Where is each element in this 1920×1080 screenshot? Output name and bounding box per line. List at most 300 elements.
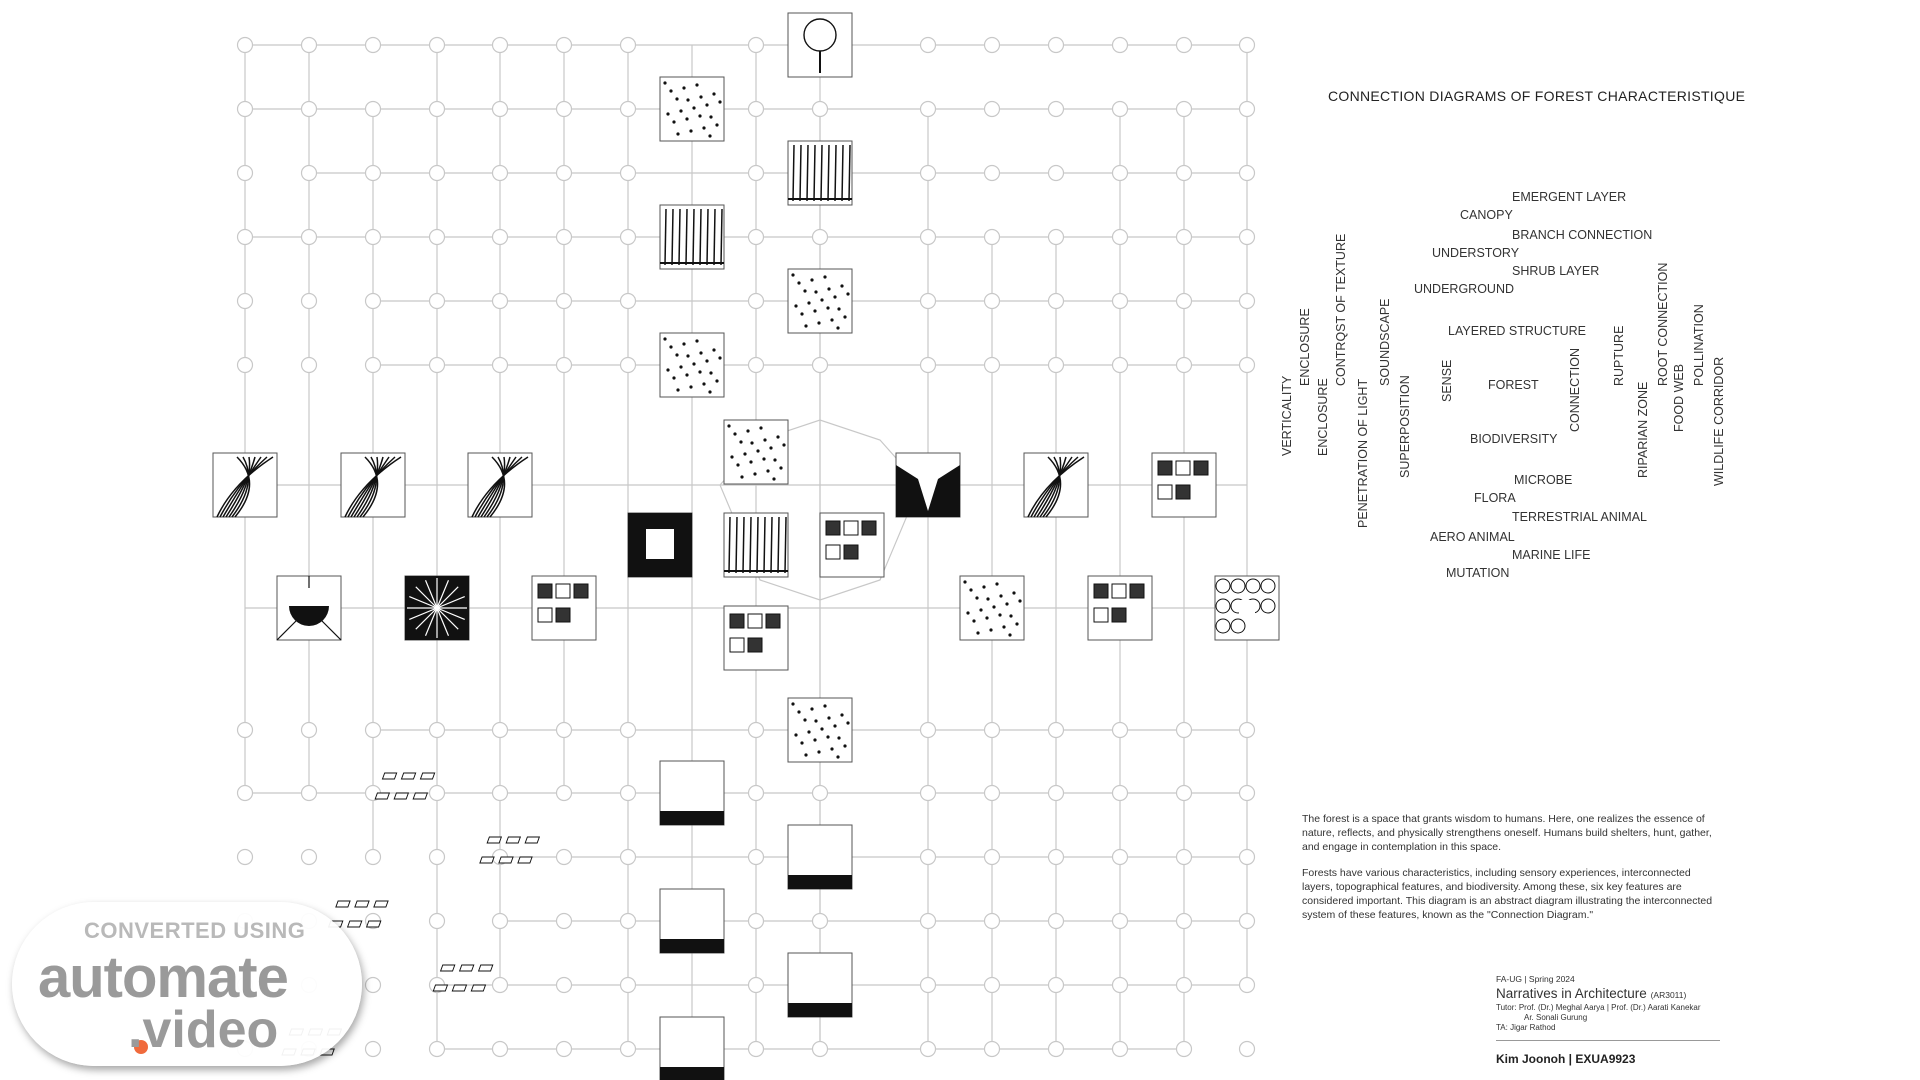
grid-node: [921, 914, 936, 929]
tile-dot: [727, 424, 730, 427]
tile-dot: [682, 342, 685, 345]
tile-stroke: [800, 145, 801, 201]
grid-node: [366, 102, 381, 117]
grid-node: [621, 1042, 636, 1057]
tile-plane: [336, 901, 350, 907]
tile-dot: [712, 348, 715, 351]
tile-dot: [766, 469, 769, 472]
tile-dot: [763, 438, 766, 441]
illustration-tile-cubes: [1088, 576, 1152, 640]
grid-node: [430, 850, 445, 865]
grid-node: [749, 102, 764, 117]
grid-node: [557, 166, 572, 181]
keyword-sense: SENSE: [1440, 359, 1454, 402]
tile-dot: [769, 446, 772, 449]
grid-node: [1177, 1042, 1192, 1057]
tile-dot: [823, 704, 826, 707]
grid-node: [1240, 230, 1255, 245]
grid-node: [921, 358, 936, 373]
grid-node: [621, 978, 636, 993]
grid-node: [621, 38, 636, 53]
tile-cube: [538, 608, 552, 622]
grid-node: [1049, 38, 1064, 53]
keyword-terrestrial-animal: TERRESTRIAL ANIMAL: [1512, 510, 1647, 524]
grid-node: [1049, 786, 1064, 801]
tile-dot: [827, 287, 830, 290]
grid-node: [621, 723, 636, 738]
grid-node: [921, 978, 936, 993]
tile-cube: [556, 608, 570, 622]
grid-node: [749, 38, 764, 53]
grid-node: [921, 723, 936, 738]
tile-dot: [807, 730, 810, 733]
illustration-tile-trunks: [788, 141, 852, 205]
grid-node: [621, 850, 636, 865]
tile-dot: [686, 98, 689, 101]
tile-dot: [813, 738, 816, 741]
grid-node: [621, 786, 636, 801]
grid-node: [749, 850, 764, 865]
grid-node: [366, 723, 381, 738]
grid-node: [985, 1042, 1000, 1057]
grid-node: [813, 230, 828, 245]
tile-dot: [712, 92, 715, 95]
tile-dot: [803, 289, 806, 292]
illustration-tile-layers: [724, 420, 788, 484]
tile-dot: [682, 86, 685, 89]
tile-dot: [708, 134, 711, 137]
grid-node: [430, 38, 445, 53]
tile-dot: [814, 719, 817, 722]
tile-plane: [394, 793, 408, 799]
tile-dot: [800, 741, 803, 744]
grid-node: [493, 914, 508, 929]
keyword-mutation: MUTATION: [1446, 566, 1510, 580]
tile-dot: [992, 605, 995, 608]
keyword-enclosure-2: ENCLOSURE: [1316, 378, 1330, 456]
grid-node: [1113, 786, 1128, 801]
tile-plane: [487, 837, 501, 843]
tile-cube: [1158, 461, 1172, 475]
course-name: Narratives in Architecture: [1496, 986, 1647, 1001]
illustration-tile-cliff: [896, 453, 960, 517]
illustration-tile-cubes: [1152, 453, 1216, 517]
tile-dot: [676, 132, 679, 135]
grid-node: [749, 358, 764, 373]
grid-node: [430, 230, 445, 245]
illustration-tile-rock: [1215, 576, 1279, 640]
tile-dot: [782, 443, 785, 446]
tile-plane: [401, 773, 415, 779]
tile-dot: [718, 356, 721, 359]
keyword-canopy: CANOPY: [1460, 208, 1513, 222]
grid-node: [238, 723, 253, 738]
grid-node: [921, 38, 936, 53]
tile-cube: [826, 521, 840, 535]
tile-plane: [413, 793, 427, 799]
grid-node: [557, 723, 572, 738]
tile-stroke: [764, 517, 765, 573]
grid-node: [238, 102, 253, 117]
tile-cube: [1194, 461, 1208, 475]
tile-dot: [995, 582, 998, 585]
grid-node: [430, 102, 445, 117]
grid-node: [1049, 294, 1064, 309]
grid-node: [985, 230, 1000, 245]
grid-node: [302, 786, 317, 801]
grid-node: [1113, 38, 1128, 53]
tile-stroke: [743, 517, 744, 573]
tile-dot: [982, 585, 985, 588]
tile-dot: [843, 744, 846, 747]
tile-dot: [762, 457, 765, 460]
tile-dot: [675, 97, 678, 100]
grid-node: [985, 294, 1000, 309]
tile-dot: [756, 449, 759, 452]
grid-node: [985, 102, 1000, 117]
grid-node: [493, 38, 508, 53]
tile-dot: [810, 278, 813, 281]
description-paragraph-1: The forest is a space that grants wisdom to humans. Here, one realizes the essence of nature, reflects, and physically strengthens oneself. Humans build shelters, hunt, gather, and engage in contemplation in this space.: [1302, 813, 1712, 853]
keyword-marine-life: MARINE LIFE: [1512, 548, 1591, 562]
illustration-tile-burst: [405, 576, 469, 640]
grid-node: [1113, 166, 1128, 181]
tile-plane: [433, 985, 447, 991]
watermark-line-3: .video: [128, 1001, 279, 1059]
keyword-understory: UNDERSTORY: [1432, 246, 1520, 260]
tile-dot: [715, 123, 718, 126]
grid-node: [430, 358, 445, 373]
tile-dot: [794, 733, 797, 736]
tile-cube: [730, 614, 744, 628]
illustration-tile-bowl: [277, 576, 341, 640]
grid-node: [557, 914, 572, 929]
tile-stroke: [807, 145, 808, 201]
tile-dot: [846, 721, 849, 724]
tile-dot: [791, 273, 794, 276]
grid-node: [985, 38, 1000, 53]
grid-node: [921, 1042, 936, 1057]
grid-node: [238, 294, 253, 309]
tile-dot: [679, 365, 682, 368]
grid-node: [430, 786, 445, 801]
tile-dot: [740, 475, 743, 478]
description-paragraph-2: Forests have various characteristics, including sensory experiences, interconnected layers, topographical features, and biodiversity. Among these, six key features are considered important. This diagram is an abstract diagram illustrating the interconnected system of these features, known as the "Connection Diagram.": [1302, 867, 1713, 921]
tile-dot: [702, 382, 705, 385]
tile-dot: [846, 292, 849, 295]
tile-plane: [452, 985, 466, 991]
tile-dot: [663, 81, 666, 84]
tile-void: [1239, 600, 1255, 616]
course-tutors: Tutor: Prof. (Dr.) Meghal Aarya | Prof. (Dr.) Aarati Kanekar: [1496, 1003, 1701, 1012]
illustration-tile-roots: [341, 453, 405, 517]
tile-dot: [966, 611, 969, 614]
diagram-title: CONNECTION DIAGRAMS OF FOREST CHARACTERISTIQUE: [1328, 88, 1746, 104]
grid-node: [1177, 166, 1192, 181]
grid-node: [621, 294, 636, 309]
tile-plane: [441, 965, 455, 971]
grid-node: [813, 102, 828, 117]
grid-node: [238, 230, 253, 245]
tile-dot: [804, 324, 807, 327]
grid-node: [238, 358, 253, 373]
illustration-tile-blocks: [820, 513, 884, 577]
grid-node: [302, 230, 317, 245]
tile-dot: [826, 735, 829, 738]
grid-node: [493, 786, 508, 801]
grid-node: [1049, 978, 1064, 993]
tile-dot: [817, 321, 820, 324]
grid-node: [1113, 294, 1128, 309]
grid-node: [302, 723, 317, 738]
tile-dot: [810, 707, 813, 710]
grid-node: [1113, 723, 1128, 738]
grid-node: [921, 786, 936, 801]
course-term: FA-UG | Spring 2024: [1496, 974, 1575, 984]
illustration-tile-tree: [788, 13, 852, 77]
tile-dot: [976, 631, 979, 634]
grid-node: [1177, 358, 1192, 373]
illustration-tile-black: [628, 513, 692, 577]
keyword-wildlife-corridor: WILDLIFE CORRIDOR: [1712, 356, 1726, 486]
tile-dot: [972, 619, 975, 622]
tile-cube: [766, 614, 780, 628]
tile-stroke: [736, 517, 737, 573]
tile-plane: [382, 773, 396, 779]
tile-dot: [749, 460, 752, 463]
grid-node: [1049, 102, 1064, 117]
tile-dot: [986, 597, 989, 600]
grid-node: [985, 914, 1000, 929]
tile-plane: [471, 985, 485, 991]
tile-plane: [375, 793, 389, 799]
tile-cube: [574, 584, 588, 598]
grid-node: [1049, 914, 1064, 929]
grid-node: [493, 102, 508, 117]
tile-dot: [820, 727, 823, 730]
tile-dot: [963, 580, 966, 583]
course-tutors-2: Ar. Sonali Gurung: [1524, 1013, 1588, 1022]
tile-cube: [556, 584, 570, 598]
grid-node: [1177, 230, 1192, 245]
tile-cube: [748, 638, 762, 652]
tile-dot: [692, 106, 695, 109]
grid-node: [493, 1042, 508, 1057]
tile-dot: [776, 435, 779, 438]
keyword-pollination: POLLINATION: [1692, 304, 1706, 386]
tile-dot: [685, 373, 688, 376]
tile-dot: [779, 466, 782, 469]
grid-node: [430, 723, 445, 738]
tile-cube: [1112, 584, 1126, 598]
tile-plane: [460, 965, 474, 971]
keyword-food-web: FOOD WEB: [1672, 363, 1686, 432]
tile-stroke: [686, 209, 687, 265]
grid-node: [749, 166, 764, 181]
keyword-enclosure-1: ENCLOSURE: [1298, 308, 1312, 386]
tile-stroke: [729, 517, 730, 573]
tile-dot: [743, 452, 746, 455]
tile-dot: [666, 368, 669, 371]
grid-node: [749, 978, 764, 993]
tile-dot: [800, 312, 803, 315]
grid-node: [1049, 166, 1064, 181]
grid-node: [621, 358, 636, 373]
tile-dot: [699, 95, 702, 98]
tile-dot: [803, 718, 806, 721]
illustration-tile-ground: [660, 333, 724, 397]
tile-dot: [837, 736, 840, 739]
keyword-underground: UNDERGROUND: [1414, 282, 1514, 296]
tile-dot: [1012, 591, 1015, 594]
tile-dot: [1009, 614, 1012, 617]
tile-void: [646, 529, 674, 559]
grid-node: [749, 294, 764, 309]
tile-dot: [813, 309, 816, 312]
tile-dot: [666, 112, 669, 115]
keyword-penetration-of-light: PENETRATION OF LIGHT: [1356, 378, 1370, 528]
grid-node: [813, 1042, 828, 1057]
grid-node: [238, 166, 253, 181]
grid-node: [557, 358, 572, 373]
grid-node: [1240, 102, 1255, 117]
tile-dot: [733, 432, 736, 435]
course-code: (AR3011): [1650, 990, 1687, 1000]
tile-dot: [794, 304, 797, 307]
grid-node: [1113, 914, 1128, 929]
tile-stroke: [750, 517, 751, 573]
tile-dot: [685, 117, 688, 120]
tile-plane: [525, 837, 539, 843]
tile-cube: [748, 614, 762, 628]
tile-dot: [695, 339, 698, 342]
grid-node: [557, 38, 572, 53]
grid-node: [621, 914, 636, 929]
illustration-tile-shrub: [788, 269, 852, 333]
keyword-riparian-zone: RIPARIAN ZONE: [1636, 381, 1650, 478]
tile-dot: [689, 385, 692, 388]
tile-dot: [797, 281, 800, 284]
tile-dot: [1005, 602, 1008, 605]
tile-dot: [676, 388, 679, 391]
grid-node: [366, 850, 381, 865]
illustration-tile-trunks: [660, 205, 724, 269]
grid-node: [1177, 723, 1192, 738]
tile-base: [660, 939, 724, 953]
grid-node: [366, 978, 381, 993]
student-name: Kim Joonoh | EXUA9923: [1496, 1052, 1636, 1066]
grid-node: [366, 294, 381, 309]
grid-node: [921, 102, 936, 117]
illustration-tile-branches: [1024, 453, 1088, 517]
grid-node: [1113, 230, 1128, 245]
tile-cube: [1130, 584, 1144, 598]
grid-node: [921, 294, 936, 309]
tile-dot: [702, 126, 705, 129]
tile-dot: [975, 596, 978, 599]
tile-stroke: [778, 517, 779, 573]
grid-node: [1240, 723, 1255, 738]
illustration-tile-speckle: [788, 698, 852, 762]
tile-dot: [833, 724, 836, 727]
grid-node: [749, 230, 764, 245]
tile-dot: [989, 628, 992, 631]
keyword-branch-connection: BRANCH CONNECTION: [1512, 228, 1653, 242]
grid-node: [1240, 294, 1255, 309]
keyword-rupture: RUPTURE: [1612, 325, 1626, 386]
grid-node: [1113, 850, 1128, 865]
grid-node: [557, 978, 572, 993]
tile-dot: [772, 477, 775, 480]
tile-base: [788, 1003, 852, 1017]
tile-dot: [736, 463, 739, 466]
tile-dot: [739, 440, 742, 443]
tile-plane: [420, 773, 434, 779]
tile-dot: [753, 472, 756, 475]
grid-node: [813, 914, 828, 929]
tile-dot: [1018, 599, 1021, 602]
tile-plane: [480, 857, 494, 863]
grid-node: [302, 38, 317, 53]
grid-node: [921, 850, 936, 865]
tile-base: [660, 1067, 724, 1080]
tile-stroke: [665, 209, 666, 265]
illustration-tile-forest: [724, 513, 788, 577]
grid-node: [1177, 38, 1192, 53]
tile-cube: [1094, 608, 1108, 622]
grid-node: [985, 850, 1000, 865]
tile-dot: [804, 753, 807, 756]
tile-dot: [830, 318, 833, 321]
keyword-superposition: SUPERPOSITION: [1398, 375, 1412, 478]
tile-stroke: [849, 145, 850, 201]
tile-dot: [826, 306, 829, 309]
grid-node: [430, 294, 445, 309]
grid-node: [1240, 1042, 1255, 1057]
tile-dot: [715, 379, 718, 382]
tile-plane: [367, 921, 381, 927]
tile-dot: [773, 458, 776, 461]
keyword-microbe: MICROBE: [1514, 473, 1573, 487]
tile-dot: [730, 455, 733, 458]
tile-stroke: [771, 517, 772, 573]
tile-dot: [679, 109, 682, 112]
grid-node: [1177, 850, 1192, 865]
grid-node: [557, 786, 572, 801]
tile-dot: [705, 359, 708, 362]
tile-dot: [969, 588, 972, 591]
grid-node: [1049, 723, 1064, 738]
grid-node: [921, 230, 936, 245]
grid-node: [749, 1042, 764, 1057]
grid-node: [366, 38, 381, 53]
tile-stroke: [785, 517, 786, 573]
grid-node: [749, 786, 764, 801]
tile-dot: [833, 295, 836, 298]
tile-dot: [1008, 633, 1011, 636]
tile-stroke: [672, 209, 673, 265]
tile-dot: [979, 608, 982, 611]
grid-node: [749, 914, 764, 929]
grid-node: [557, 294, 572, 309]
tile-dot: [698, 114, 701, 117]
tile-base: [660, 811, 724, 825]
tile-plane: [506, 837, 520, 843]
tile-stroke: [835, 145, 836, 201]
tile-dot: [709, 371, 712, 374]
tile-cube: [1112, 608, 1126, 622]
tile-dot: [820, 298, 823, 301]
